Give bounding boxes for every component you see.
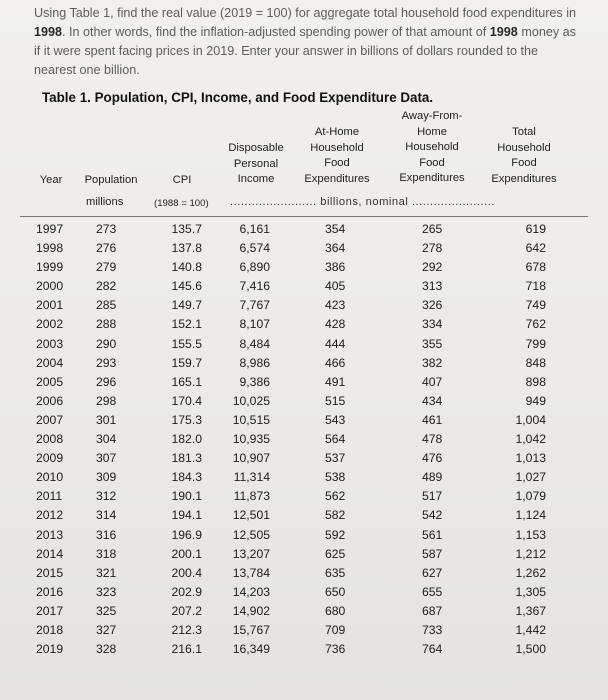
table-row [0,411,608,430]
cell-at-home: 562 [325,489,346,504]
cell-total: 1,442 [515,622,546,637]
cell-total: 1,367 [515,603,546,618]
cell-away-from-home: 764 [422,642,443,657]
cell-away-from-home: 382 [422,355,443,370]
table-row [0,258,608,277]
cell-population: 285 [96,298,117,313]
cell-away-from-home: 434 [422,393,443,408]
cell-away-from-home: 687 [422,603,443,618]
cell-income: 14,902 [232,603,270,618]
cell-at-home: 538 [325,470,346,485]
cell-cpi: 196.9 [171,527,202,542]
cell-at-home: 466 [325,355,346,370]
units-population: millions [86,196,124,208]
table-row [0,526,608,545]
table-title: Table 1. Population, CPI, Income, and Food Expenditure Data. [42,90,434,105]
cell-year: 2000 [36,279,64,294]
cell-total: 898 [525,374,546,389]
table-row [0,296,608,315]
cell-population: 318 [96,546,117,561]
cell-total: 678 [525,260,546,275]
cell-cpi: 194.1 [171,508,202,523]
cell-away-from-home: 313 [422,279,443,294]
cell-year: 2008 [36,432,64,447]
cell-total: 619 [525,222,546,236]
cell-away-from-home: 265 [422,222,443,236]
cell-at-home: 405 [325,279,346,294]
cell-year: 2007 [36,412,64,427]
cell-at-home: 635 [325,565,346,580]
cell-total: 1,042 [515,432,546,447]
cell-away-from-home: 489 [422,470,443,485]
cell-cpi: 216.1 [171,642,202,657]
cell-population: 279 [96,260,117,275]
cell-year: 2017 [36,603,64,618]
cell-year: 2002 [36,317,64,332]
cell-at-home: 444 [325,336,346,351]
cell-total: 1,153 [515,527,546,542]
cell-population: 309 [96,470,117,485]
cell-income: 9,386 [239,374,270,389]
cell-year: 2006 [36,393,64,408]
cell-population: 298 [96,393,117,408]
table-row [0,640,608,659]
cell-away-from-home: 542 [422,508,443,523]
cell-at-home: 592 [325,527,346,542]
table-row [0,239,608,258]
cell-population: 312 [96,489,117,504]
table-row [0,564,608,583]
cell-year: 1999 [36,260,64,275]
table-row [0,449,608,468]
cell-away-from-home: 407 [422,374,443,389]
cell-at-home: 491 [325,374,346,389]
cell-income: 13,784 [232,565,270,580]
cell-away-from-home: 517 [422,489,443,504]
cell-population: 282 [96,279,117,294]
cell-cpi: 137.8 [171,241,202,256]
table-row [0,545,608,564]
cell-population: 290 [96,336,117,351]
cell-at-home: 582 [325,508,346,523]
header-divider [20,216,588,217]
cell-population: 327 [96,622,117,637]
cell-income: 6,574 [239,241,270,256]
table-body [0,220,608,659]
cell-total: 848 [525,355,546,370]
cell-cpi: 182.0 [171,432,202,447]
cell-income: 12,501 [232,508,270,523]
header-year: Year [39,174,63,186]
cell-total: 749 [525,298,546,313]
table-row [0,277,608,296]
cell-at-home: 364 [325,241,346,256]
cell-income: 15,767 [232,622,270,637]
table-row [0,373,608,392]
cell-year: 2003 [36,336,64,351]
header-cpi: CPI [172,174,192,186]
cell-total: 1,124 [515,508,546,523]
cell-cpi: 181.3 [171,451,202,466]
cell-cpi: 145.6 [171,279,202,294]
cell-away-from-home: 334 [422,317,443,332]
cell-at-home: 625 [325,546,346,561]
cell-population: 307 [96,451,117,466]
cell-population: 301 [96,412,117,427]
cell-income: 11,873 [233,489,270,504]
cell-at-home: 564 [325,432,346,447]
cell-cpi: 152.1 [171,317,202,332]
cell-away-from-home: 561 [422,527,443,542]
cell-year: 1997 [36,222,64,236]
cell-total: 1,262 [515,565,546,580]
cell-total: 949 [525,393,546,408]
table-row [0,621,608,640]
cell-away-from-home: 627 [422,565,443,580]
cell-year: 2012 [36,508,64,523]
cell-cpi: 190.1 [171,489,202,504]
cell-at-home: 354 [325,222,346,236]
cell-at-home: 736 [325,642,346,657]
cell-income: 10,935 [232,432,270,447]
cell-at-home: 515 [325,393,346,408]
cell-year: 2001 [36,298,64,313]
header-income: Disposable Personal Income [228,142,284,185]
cell-income: 6,890 [239,260,270,275]
cell-cpi: 140.8 [171,260,202,275]
cell-total: 1,004 [515,412,546,427]
cell-year: 2015 [36,565,64,580]
units-cpi: (1988 = 100) [154,198,209,209]
cell-away-from-home: 587 [422,546,443,561]
cell-away-from-home: 476 [422,451,443,466]
cell-year: 2014 [36,546,64,561]
cell-population: 328 [96,642,117,657]
table-row [0,392,608,411]
cell-year: 1998 [36,241,64,256]
cell-population: 325 [96,603,117,618]
table-row [0,430,608,449]
cell-year: 2011 [36,489,63,504]
units-nominal: ........................ billions, nominal ....................... [230,196,495,208]
cell-income: 10,025 [232,393,270,408]
cell-total: 762 [525,317,546,332]
cell-cpi: 165.1 [171,374,202,389]
cell-at-home: 537 [325,451,346,466]
cell-population: 316 [96,527,117,542]
cell-at-home: 680 [325,603,346,618]
cell-population: 293 [96,355,117,370]
cell-at-home: 386 [325,260,346,275]
cell-income: 10,907 [232,451,270,466]
cell-population: 323 [96,584,117,599]
cell-cpi: 135.7 [171,222,202,236]
header-away-from-home: Away-From-Home Household Food Expenditures [399,110,465,184]
cell-cpi: 149.7 [171,298,202,313]
cell-total: 799 [525,336,546,351]
cell-income: 11,314 [233,470,270,485]
cell-at-home: 428 [325,317,346,332]
cell-away-from-home: 655 [422,584,443,599]
cell-away-from-home: 278 [422,241,443,256]
cell-population: 276 [96,241,117,256]
cell-at-home: 650 [325,584,346,599]
cell-cpi: 159.7 [171,355,202,370]
cell-away-from-home: 478 [422,432,443,447]
header-total: Total Household Food Expenditures [491,126,557,185]
cell-population: 304 [96,432,117,447]
cell-total: 1,013 [515,451,546,466]
cell-away-from-home: 733 [422,622,443,637]
cell-population: 321 [96,565,117,580]
cell-at-home: 709 [325,622,346,637]
cell-income: 6,161 [239,222,270,236]
cell-year: 2016 [36,584,64,599]
cell-total: 718 [525,279,546,294]
table-row [0,487,608,506]
cell-year: 2009 [36,451,64,466]
cell-income: 7,767 [239,298,270,313]
cell-away-from-home: 461 [422,412,443,427]
cell-total: 1,500 [515,642,546,657]
cell-income: 13,207 [232,546,270,561]
cell-at-home: 543 [325,412,346,427]
cell-year: 2005 [36,374,64,389]
cell-year: 2004 [36,355,64,370]
cell-income: 8,986 [239,355,270,370]
cell-cpi: 202.9 [171,584,202,599]
cell-cpi: 175.3 [171,412,202,427]
cell-population: 314 [96,508,117,523]
cell-cpi: 184.3 [171,470,202,485]
cell-income: 8,107 [239,317,270,332]
cell-total: 1,305 [515,584,546,599]
cell-population: 273 [96,222,117,236]
cell-income: 7,416 [239,279,270,294]
table-row [0,506,608,525]
cell-population: 288 [96,317,117,332]
cell-cpi: 212.3 [171,622,202,637]
table-row [0,335,608,354]
cell-cpi: 200.1 [171,546,202,561]
cell-year: 2019 [36,642,64,657]
table-row [0,315,608,334]
header-at-home: At-Home Household Food Expenditures [304,126,370,185]
table-row [0,468,608,487]
table-row [0,602,608,621]
cell-income: 16,349 [232,642,270,657]
cell-at-home: 423 [325,298,346,313]
table-row [0,583,608,602]
cell-cpi: 170.4 [171,393,202,408]
cell-cpi: 155.5 [171,336,202,351]
cell-away-from-home: 326 [422,298,443,313]
cell-income: 12,505 [232,527,270,542]
cell-total: 642 [525,241,546,256]
cell-cpi: 200.4 [171,565,202,580]
cell-total: 1,212 [515,546,546,561]
cell-year: 2013 [36,527,64,542]
cell-income: 14,203 [232,584,270,599]
cell-away-from-home: 355 [422,336,443,351]
cell-total: 1,027 [515,470,546,485]
table-row [0,220,608,239]
question-text: Using Table 1, find the real value (2019 = 100) for aggregate total household food expenditures in 1998. In other words, find the inflation-adjusted spending power of that amount of 1998 money as if it were spent facing prices in 2019. Enter your answer in billions of dollars rounded to the nearest one billion. [34,6,577,77]
cell-income: 10,515 [232,412,270,427]
cell-income: 8,484 [239,336,270,351]
cell-away-from-home: 292 [422,260,443,275]
header-population: Population [84,174,138,186]
cell-year: 2018 [36,622,64,637]
cell-total: 1,079 [515,489,546,504]
cell-population: 296 [96,374,117,389]
cell-year: 2010 [36,470,64,485]
cell-cpi: 207.2 [171,603,202,618]
table-row [0,354,608,373]
